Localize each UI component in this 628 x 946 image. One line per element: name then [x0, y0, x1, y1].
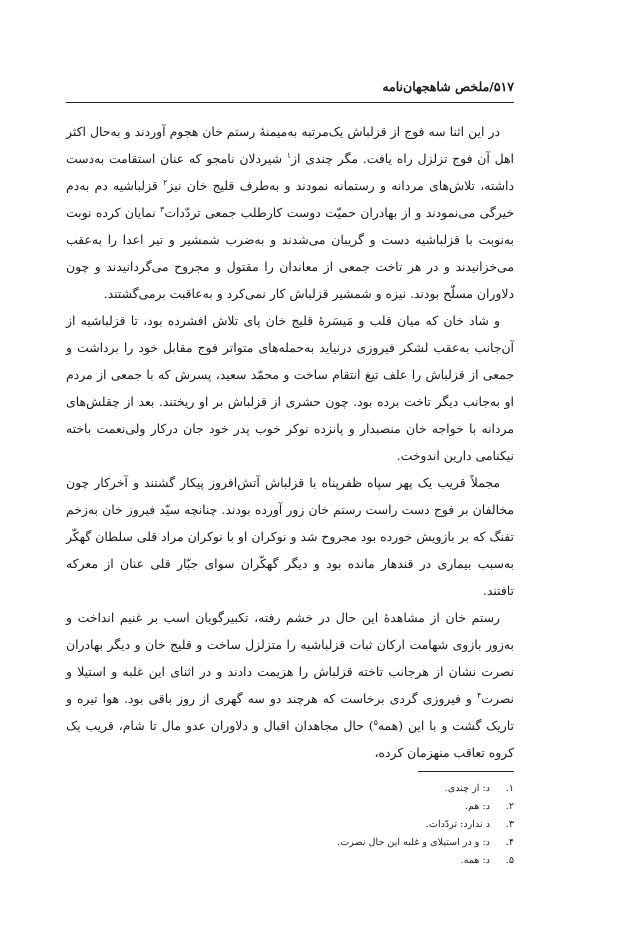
- footnote-marker: ۲: [163, 177, 168, 187]
- footnote-marker: ۱: [286, 150, 292, 160]
- paragraph-text: مجملاً قریب یک پهر سپاه ظفرپناه با قزلباش آتش‌افروز پیکار گشتند و آخرکار چون مخالفان بر فوج دست راست رستم خان زور آورده بودند. چنانچه سیّد فیروز خان به‌زخم تفنگ که بر بازویش خورده بود مجروح شد و نوکران او با نوکران مراد قلی سلطان گهکّر به‌سبب بیماری در قندهار مانده بود و دیگر گهکّران سوای جبّار قلی عنان از معرکه تافتند.: [66, 475, 514, 598]
- paragraph-text: قزلباشیه دم به‌دم خیرگی می‌نمودند و از بهادران حمیّت دوست کارطلب جمعی تردّدات: [66, 178, 514, 220]
- footnote-marker: ۵: [373, 717, 378, 727]
- paragraph: [66, 604, 514, 766]
- footnote: [200, 834, 514, 852]
- footnote-text: د ندارد: تردّدات.: [425, 819, 490, 830]
- footnote-marker: ۳: [160, 204, 165, 214]
- paragraph-text: نمایان کرده نوبت به‌نوبت با قزلباشیه دست و گریبان می‌شدند و به‌ضرب شمشیر و تیر اعدا را به‌عقب می‌خزانیدند و در هر تاخت جمعی از معاندان را مقتول و مجروح می‌گردانیدند و چون دلاوران مسلّح بودند. نیزه و شمشیر قزلباش کار نمی‌کرد و به‌عاقبت برمی‌گشتند.: [66, 205, 514, 301]
- footnote-text: د: همه.: [460, 855, 490, 866]
- footnote-marker: ۴: [477, 690, 482, 700]
- footnote-number: ۳.: [505, 819, 514, 830]
- paragraph: [66, 118, 514, 307]
- footnote: [200, 798, 514, 816]
- footnote-number: ۴.: [505, 837, 514, 848]
- paragraph: [66, 469, 514, 604]
- footnote-number: ۵.: [505, 855, 514, 866]
- footnote-text: د: و در استیلای و غلبه این حال نصرت.: [337, 837, 490, 848]
- footnote: [200, 816, 514, 834]
- paragraph-text: در این اثنا سه فوج از قزلباش یک‌مرتبه به‌میمنهٔ رستم خان هجوم آوردند و به‌حال اکثر اهل آن فوج تزلزل راه یافت. مگر چندی از: [66, 124, 514, 166]
- paragraph: [66, 307, 514, 469]
- header-title: ۵۱۷/ملخص شاهجهان‌نامه: [382, 79, 514, 94]
- footnote-number: ۱.: [505, 783, 514, 794]
- paragraph-text: و شاد خان که میان قلب و مَیسَرهٔ قلیج خان پای تلاش افشرده بود، تا قزلباشیه از آن‌جانب به‌عقب لشکر فیروزی درنیاید به‌حمله‌های متواتر فوج مقابل خود را برداشت و جمعی از قزلباش را علف تیغ انتقام ساخت و محمّد سعید، پسرش که با جمعی از مردم او به‌جانب دیگر تاخت برده بود. چون حشری از قزلباش بر او ریختند. بعد از چقلش‌های مردانه با خواجه خان منصبدار و پانزده نوکر خوب پدر خود جان درکار ولی‌نعمت باخته نیکنامی دارین اندوخت.: [66, 313, 514, 463]
- running-header: [66, 79, 514, 99]
- body-text: [66, 118, 514, 766]
- header-rule: [66, 102, 514, 103]
- footnote-text: د: از چندی.: [444, 783, 490, 794]
- paragraph-text: ) حال مجاهدان اقبال و دلاوران عدو مال تا شام، قریب یک کروه تعاقب منهزمان کرده،: [66, 718, 514, 760]
- footnote-rule: [418, 771, 514, 772]
- footnotes: [200, 780, 514, 870]
- footnote-text: د: هم.: [464, 801, 490, 812]
- paragraph-text: و فیروزی گردی برخاست که هرچند دو سه گهری از روز باقی بود. هوا تیره و تاریک گشت و با این (همه: [66, 691, 515, 733]
- footnote-number: ۲.: [505, 801, 514, 812]
- paragraph-text: رستم خان از مشاهدهٔ این حال در خشم رفته، تکبیرگویان اسب بر غنیم انداخت و به‌زور بازوی شهامت ارکان ثبات قزلباشیه را متزلزل ساخت و قلیج خان و دیگر بهادران نصرت نشان از هرجانب تاخته قزلباش را هزیمت دادند و در اثنای این غلبه و استیلا و نصرت: [66, 610, 514, 706]
- footnote: [200, 780, 514, 798]
- paragraph-text: شیردلان نامجو که عنان استقامت به‌دست داشته، تلاش‌های مردانه و رستمانه نمودند و به‌طرف قلیج خان نیز: [66, 151, 514, 193]
- footnote: [200, 852, 514, 870]
